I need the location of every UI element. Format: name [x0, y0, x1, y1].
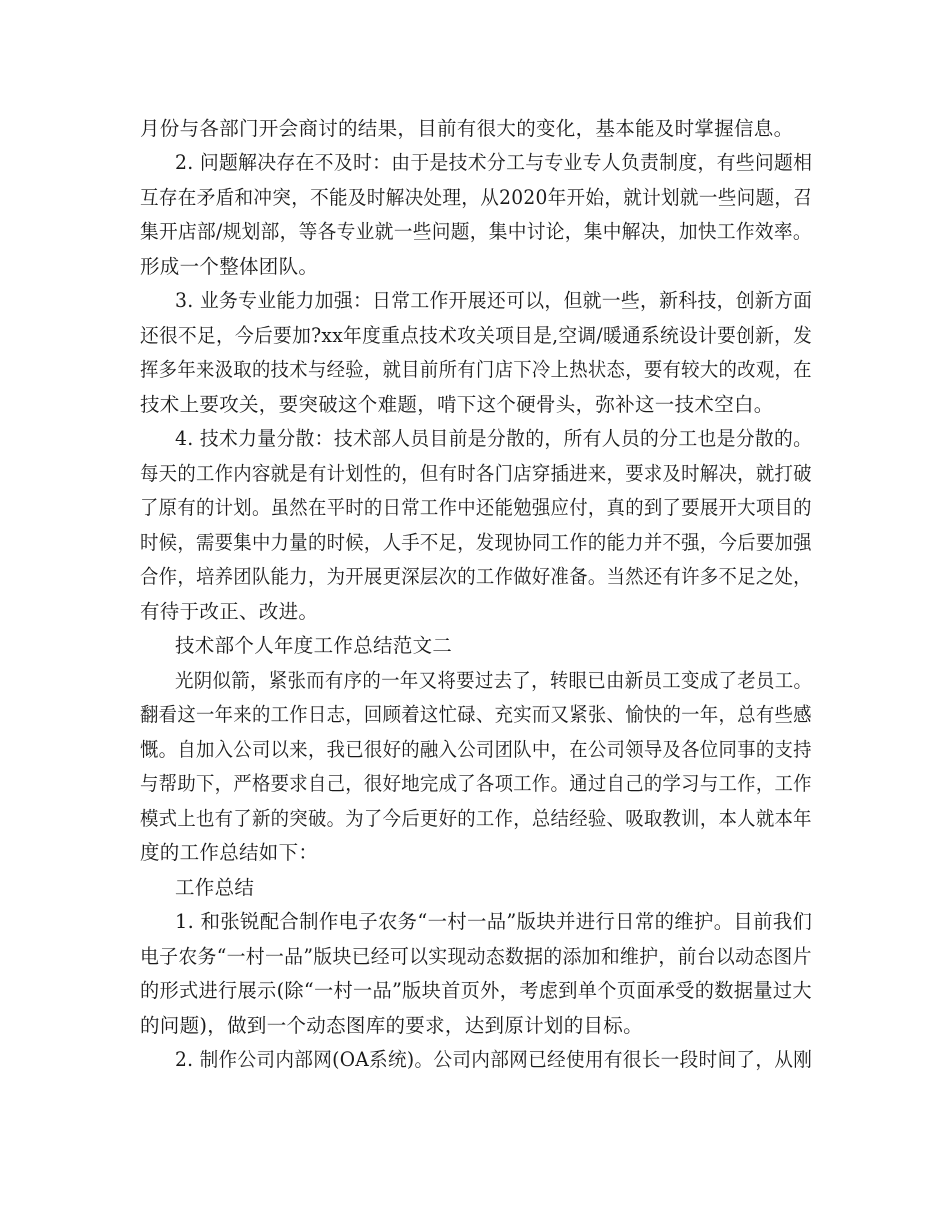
text-line: 时候，需要集中力量的时候，人手不足，发现协同工作的能力并不强，今后要加强 — [140, 531, 812, 554]
text-line: 电子农务“一村一品”版块已经可以实现动态数据的添加和维护，前台以动态图片 — [140, 945, 812, 968]
text-line: 还很不足，今后要加?xx年度重点技术攻关项目是,空调/暖通系统设计要创新，发 — [140, 324, 813, 347]
section-heading: 工作总结 — [175, 876, 255, 899]
text-line: 度的工作总结如下： — [140, 841, 319, 864]
section-heading: 技术部个人年度工作总结范文二 — [175, 634, 453, 657]
text-line: 形成一个整体团队。 — [140, 255, 319, 278]
text-line: 翻看这一年来的工作日志，回顾着这忙碌、充实而又紧张、愉快的一年，总有些感 — [140, 703, 812, 726]
text-line: 有待于改正、改进。 — [140, 600, 319, 623]
text-line: 了原有的计划。虽然在平时的日常工作中还能勉强应付，真的到了要展开大项目的 — [140, 496, 812, 519]
text-line: 月份与各部门开会商讨的结果，目前有很大的变化，基本能及时掌握信息。 — [140, 117, 794, 140]
text-line: 3. 业务专业能力加强：日常工作开展还可以，但就一些，新科技，创新方面 — [175, 289, 813, 312]
text-line: 2. 制作公司内部网(OA系统)。公司内部网已经使用有很长一段时间了，从刚 — [175, 1048, 813, 1071]
text-line: 集开店部/规划部，等各专业就一些问题，集中讨论，集中解决，加快工作效率。 — [140, 220, 812, 243]
text-line: 慨。自加入公司以来，我已很好的融入公司团队中，在公司领导及各位同事的支持 — [140, 738, 812, 761]
text-line: 每天的工作内容就是有计划性的，但有时各门店穿插进来，要求及时解决，就打破 — [140, 462, 812, 485]
text-line: 技术上要攻关，要突破这个难题，啃下这个硬骨头，弥补这一技术空白。 — [140, 393, 774, 416]
text-line: 互存在矛盾和冲突，不能及时解决处理，从2020年开始，就计划就一些问题，召 — [140, 186, 813, 209]
text-line: 1. 和张锐配合制作电子农务“一村一品”版块并进行日常的维护。目前我们 — [175, 910, 813, 933]
text-line: 与帮助下，严格要求自己，很好地完成了各项工作。通过自己的学习与工作，工作 — [140, 772, 812, 795]
text-line: 合作，培养团队能力，为开展更深层次的工作做好准备。当然还有许多不足之处， — [140, 565, 812, 588]
text-line: 的形式进行展示(除“一村一品”版块首页外，考虑到单个页面承受的数据量过大 — [140, 979, 812, 1002]
text-line: 模式上也有了新的突破。为了今后更好的工作，总结经验、吸取教训，本人就本年 — [140, 807, 812, 830]
text-line: 2. 问题解决存在不及时：由于是技术分工与专业专人负责制度，有些问题相 — [175, 151, 813, 174]
text-line: 的问题)，做到一个动态图库的要求，达到原计划的目标。 — [140, 1014, 643, 1037]
text-line: 光阴似箭，紧张而有序的一年又将要过去了，转眼已由新员工变成了老员工。 — [175, 669, 813, 692]
text-line: 挥多年来汲取的技术与经验，就目前所有门店下冷上热状态，要有较大的改观，在 — [140, 358, 812, 381]
text-line: 4. 技术力量分散：技术部人员目前是分散的，所有人员的分工也是分散的。 — [175, 427, 813, 450]
